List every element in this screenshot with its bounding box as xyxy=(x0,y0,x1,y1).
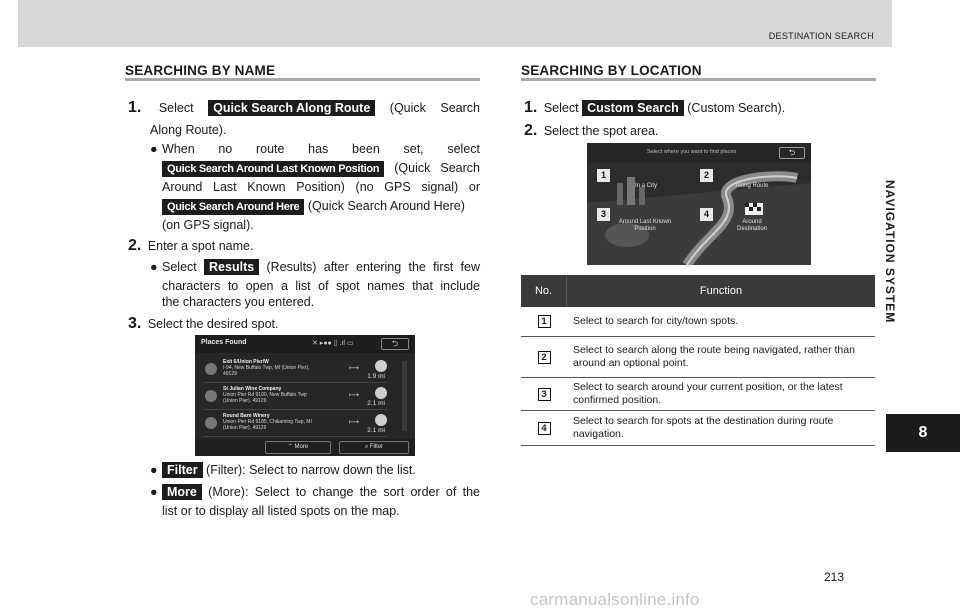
row-function: Select to search for city/town spots. xyxy=(573,315,739,327)
table-row xyxy=(521,337,875,378)
more-note-line2: list or to display all listed spots on the map. xyxy=(162,504,400,518)
left-step2-bullet-line3: the characters you entered. xyxy=(162,295,315,309)
direction-arrow-icon: ⟼ xyxy=(348,365,359,372)
column-header-no: No. xyxy=(521,275,567,307)
more-note-line1: ● More (More): Select to change the sort order of the xyxy=(150,485,480,499)
filter-chip[interactable]: Filter xyxy=(162,462,203,478)
quick-search-along-route-button[interactable]: Quick Search Along Route xyxy=(208,100,375,116)
left-step1-bullet-line5: (on GPS signal). xyxy=(162,218,254,232)
quick-search-last-known-button[interactable]: Quick Search Around Last Known Position xyxy=(162,161,384,177)
more-chip[interactable]: More xyxy=(162,484,202,500)
section-rule xyxy=(521,78,876,81)
list-item-distance: 2.1 mi xyxy=(367,427,385,434)
list-item-text: Round Barn Winery Union Pier Rd 9185, Chikaming Twp, MI (Union Pier), 49129 xyxy=(223,413,312,431)
direction-arrow-icon: ⟼ xyxy=(348,392,359,399)
list-item[interactable] xyxy=(203,413,387,437)
area-number-2: 2 xyxy=(700,169,713,182)
area-number-1: 1 xyxy=(597,169,610,182)
left-step1-bullet-line3: Around Last Known Position) (no GPS signal) or xyxy=(162,180,480,194)
left-step3: 3. Select the desired spot. xyxy=(128,315,279,332)
back-icon[interactable]: ⮌ xyxy=(779,147,805,159)
list-item-distance: 1.9 mi xyxy=(367,373,385,380)
places-found-screenshot xyxy=(195,335,415,456)
left-step1-line2: Along Route). xyxy=(150,123,227,137)
area-around-destination[interactable]: Around Destination xyxy=(736,219,768,232)
row-number: 3 xyxy=(538,388,551,401)
left-step1-bullet-line4: Quick Search Around Here (Quick Search Around Here) xyxy=(162,197,480,216)
section-title-name: SEARCHING BY NAME xyxy=(125,63,276,78)
area-around-last-known[interactable]: Around Last Known Position xyxy=(618,219,672,232)
screen-title: Places Found xyxy=(201,339,247,346)
list-item-distance: 2.1 mi xyxy=(367,400,385,407)
table-header xyxy=(521,275,875,307)
list-item[interactable] xyxy=(203,359,387,383)
row-number: 4 xyxy=(538,422,551,435)
results-button[interactable]: Results xyxy=(204,259,259,275)
row-function: Select to search along the route being navigated, rather than around an optional point. xyxy=(573,344,855,369)
watermark: carmanualsonline.info xyxy=(530,590,700,609)
place-pin-icon xyxy=(205,417,217,429)
row-function: Select to search for spots at the destination during route navigation. xyxy=(573,415,834,440)
status-icons: ✕ ▸●● ▯ .ıl ▭ xyxy=(312,340,354,347)
table-row xyxy=(521,378,875,411)
scrollbar[interactable] xyxy=(402,361,407,431)
more-button[interactable]: ⌃ More xyxy=(265,441,331,454)
chapter-title: NAVIGATION SYSTEM xyxy=(883,180,897,324)
table-row xyxy=(521,307,875,337)
left-step1-line1: 1. Select Quick Search Along Route (Quick Search xyxy=(128,99,481,116)
left-step2-bullet-line2: characters to open a list of spot names that include xyxy=(162,279,480,293)
chapter-tab: 8 xyxy=(886,414,960,452)
left-step2: 2. Enter a spot name. xyxy=(128,237,254,254)
section-rule xyxy=(125,78,480,81)
right-step1: 1. Select Custom Search (Custom Search). xyxy=(524,99,786,116)
place-pin-icon xyxy=(205,363,217,375)
list-item[interactable] xyxy=(203,386,387,410)
go-icon[interactable] xyxy=(375,414,387,426)
right-step2: 2. Select the spot area. xyxy=(524,122,659,139)
area-in-city[interactable]: In a City xyxy=(634,183,657,189)
section-title-location: SEARCHING BY LOCATION xyxy=(521,63,702,78)
row-number: 1 xyxy=(538,315,551,328)
filter-button[interactable]: ⌕ Filter xyxy=(339,441,409,454)
spot-area-screenshot xyxy=(587,143,811,265)
go-icon[interactable] xyxy=(375,360,387,372)
header-bar xyxy=(18,0,892,47)
table-row xyxy=(521,411,875,446)
spot-area-prompt: Select where you want to find places xyxy=(647,149,737,155)
area-along-route[interactable]: Along Route xyxy=(735,183,769,189)
quick-search-around-here-button[interactable]: Quick Search Around Here xyxy=(162,199,304,215)
list-item-text: St Julian Wine Company Union Pier Rd 9100, New Buffalo Twp (Union Pier), 49129 xyxy=(223,386,307,404)
row-function: Select to search around your current position, or the latest confirmed position. xyxy=(573,381,843,406)
page-number: 213 xyxy=(823,570,844,584)
area-number-4: 4 xyxy=(700,208,713,221)
direction-arrow-icon: ⟼ xyxy=(348,419,359,426)
row-number: 2 xyxy=(538,351,551,364)
left-step1-bullet-line2: Quick Search Around Last Known Position (Quick Search xyxy=(162,159,480,178)
list-item-text: Exit 6/Union Pier/W I-94, New Buffalo Twp, MI (Union Pier), 49129 xyxy=(223,359,310,377)
function-table xyxy=(521,275,875,446)
place-pin-icon xyxy=(205,390,217,402)
header-section-title: DESTINATION SEARCH xyxy=(768,31,874,41)
go-icon[interactable] xyxy=(375,387,387,399)
area-number-3: 3 xyxy=(597,208,610,221)
left-step1-bullet-line1: ● When no route has been set, select xyxy=(150,142,480,156)
left-step2-bullet-line1: ● Select Results (Results) after entering the first few xyxy=(150,260,480,274)
filter-note: ● Filter (Filter): Select to narrow down the list. xyxy=(150,463,416,477)
column-header-function: Function xyxy=(699,285,743,297)
back-icon[interactable]: ⮌ xyxy=(381,338,409,350)
custom-search-button[interactable]: Custom Search xyxy=(582,100,684,116)
